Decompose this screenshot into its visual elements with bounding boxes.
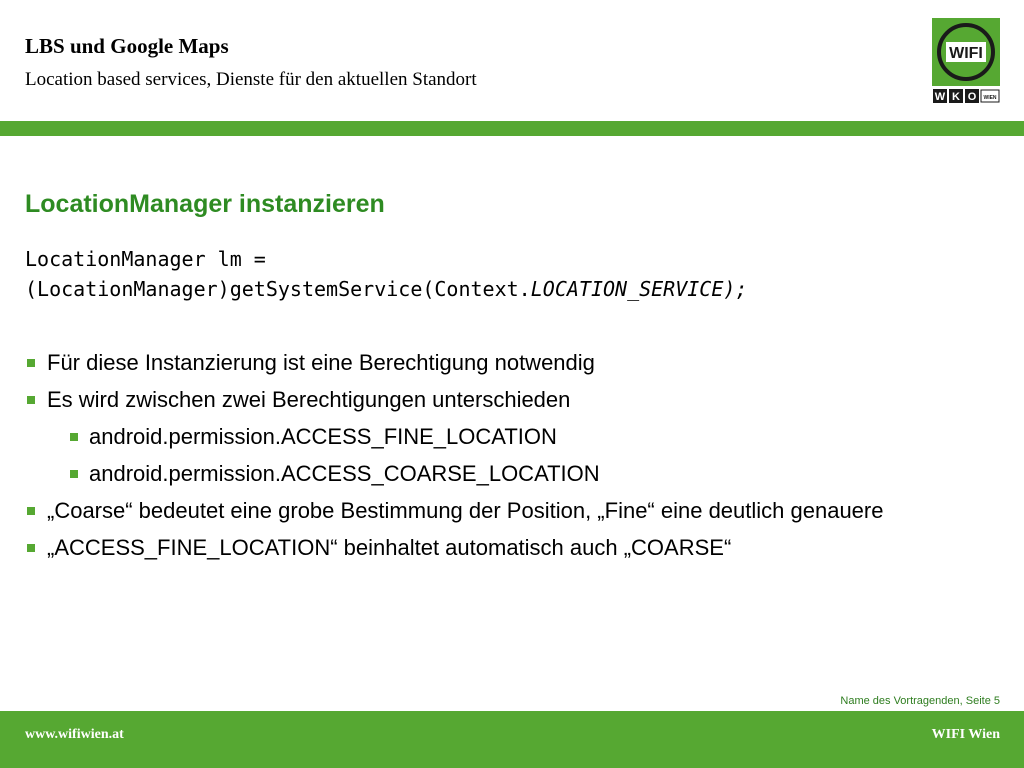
header-title: LBS und Google Maps	[25, 34, 229, 58]
section-heading: LocationManager instanzieren	[25, 190, 385, 218]
logo-letter-k: K	[952, 91, 960, 103]
logo-letter-w: W	[934, 91, 946, 103]
bullet-item	[25, 496, 925, 526]
wifi-logo	[932, 18, 1000, 104]
code-line-1: LocationManager lm =	[25, 247, 266, 271]
bullet-text: Es wird zwischen zwei Berechtigungen unterschieden	[47, 387, 571, 412]
bullet-text: „ACCESS_FINE_LOCATION“ beinhaltet automatisch auch „COARSE“	[47, 535, 732, 560]
bullet-item	[25, 348, 925, 378]
logo-letter-o: O	[967, 91, 977, 103]
bullet-marker-icon	[70, 433, 78, 441]
bullet-marker-icon	[27, 359, 35, 367]
header-divider-bar	[0, 121, 1024, 136]
bullet-marker-icon	[27, 507, 35, 515]
bullet-item	[25, 533, 925, 563]
bullet-marker-icon	[27, 396, 35, 404]
bullet-text: Für diese Instanzierung ist eine Berechtigung notwendig	[47, 350, 595, 375]
sub-bullet-item	[25, 422, 925, 452]
sub-bullet-item	[25, 459, 925, 489]
footer-bar	[0, 711, 1024, 768]
footer-website-link[interactable]: www.wifiwien.at	[25, 727, 124, 742]
logo-small-text: WIEN	[983, 95, 997, 101]
bullet-list	[25, 348, 925, 570]
bullet-text: android.permission.ACCESS_COARSE_LOCATION	[89, 461, 600, 486]
bullet-marker-icon	[27, 544, 35, 552]
code-line-2-italic: LOCATION_SERVICE);	[530, 277, 748, 301]
bullet-marker-icon	[70, 470, 78, 478]
footer-org: WIFI Wien	[931, 727, 1000, 742]
bullet-text: „Coarse“ bedeutet eine grobe Bestimmung der Position, „Fine“ eine deutlich genauere	[47, 498, 884, 523]
footer-note: Name des Vortragenden, Seite 5	[840, 695, 1000, 707]
code-block	[25, 244, 747, 304]
code-line-2-prefix: (LocationManager)getSystemService(Context.	[25, 277, 531, 301]
bullet-item	[25, 385, 925, 415]
logo-main-text: WIFI	[949, 45, 983, 62]
header-subtitle: Location based services, Dienste für den aktuellen Standort	[25, 69, 477, 90]
bullet-text: android.permission.ACCESS_FINE_LOCATION	[89, 424, 557, 449]
